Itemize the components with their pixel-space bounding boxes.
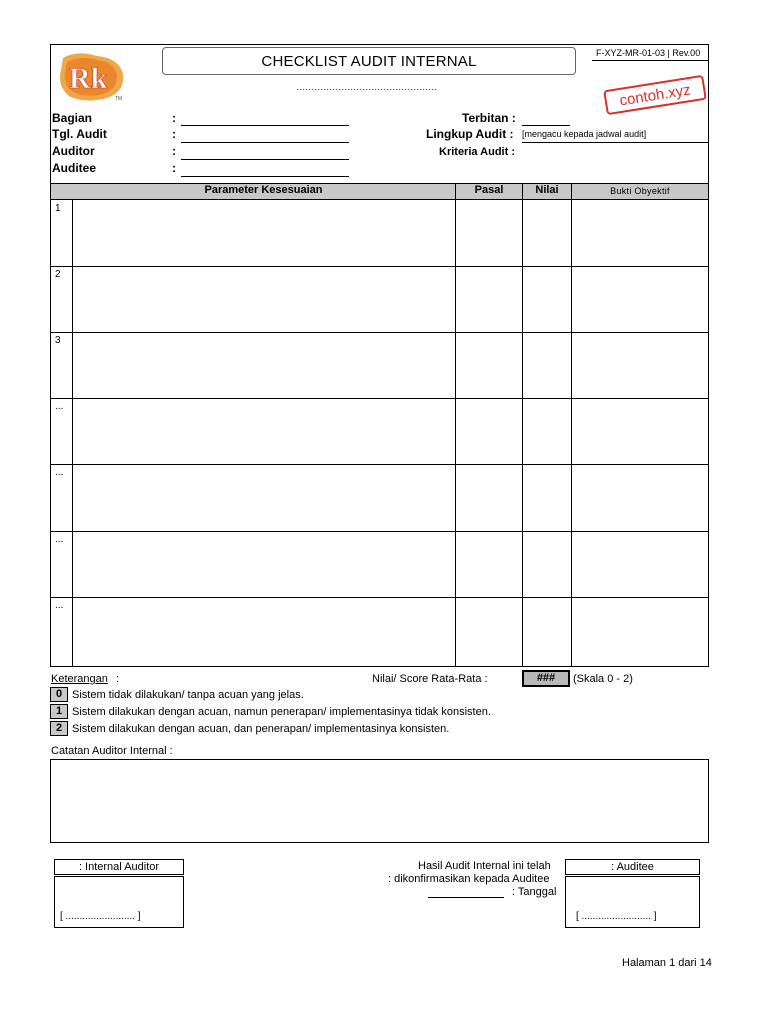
tanggal-field[interactable] [428,897,504,898]
internal-auditor-name: [ ......................... ] [60,911,141,922]
table-row-number: 3 [55,335,61,346]
row-divider [50,332,709,333]
document-title: CHECKLIST AUDIT INTERNAL [261,52,477,70]
company-logo [57,52,127,102]
score-label: Nilai/ Score Rata-Rata : [372,673,488,685]
label-auditor: Auditor [52,144,95,158]
label-auditee: Auditee [52,161,97,175]
colon-auditee: : [172,161,176,175]
auditor-field[interactable] [181,159,349,160]
notes-textarea[interactable] [50,759,709,843]
terbitan-field[interactable] [522,125,570,126]
legend-text: Sistem dilakukan dengan acuan, dan penerapan/ implementasinya konsisten. [72,723,450,735]
lingkup-audit-value: [mengacu kepada jadwal audit] [522,129,647,139]
table-row-number: ... [55,401,64,412]
tgl-audit-field[interactable] [181,142,349,143]
keterangan-label: Keterangan [51,673,108,685]
auditee-name: [ ......................... ] [576,911,657,922]
row-divider [50,266,709,267]
legend-key: 0 [50,687,68,702]
page-number: Halaman 1 dari 14 [622,957,712,969]
lingkup-audit-underline [522,142,709,143]
label-tgl-audit: Tgl. Audit [52,127,107,141]
table-row-number: ... [55,467,64,478]
auditee-field[interactable] [181,176,349,177]
auditee-header: : Auditee [565,859,700,875]
row-divider [50,597,709,598]
keterangan-colon: : [116,673,120,685]
confirm-text-line1: Hasil Audit Internal ini telah [418,860,551,872]
label-bagian: Bagian [52,111,93,125]
table-row-number: ... [55,534,64,545]
legend-text: Sistem tidak dilakukan/ tanpa acuan yang jelas. [72,689,304,701]
notes-label: Catatan Auditor Internal : [51,745,173,757]
score-scale: (Skala 0 - 2) [573,673,633,685]
col-divider-nilai [522,183,523,666]
legend-key: 1 [50,704,68,719]
row-divider [50,398,709,399]
column-header-pasal: Pasal [474,184,504,196]
confirm-text-line2: : dikonfirmasikan kepada Auditee [388,873,550,885]
row-divider [50,531,709,532]
internal-auditor-header: : Internal Auditor [54,859,184,875]
score-value: ### [522,670,570,687]
form-code-underline [592,60,709,61]
row-divider [50,464,709,465]
label-kriteria-audit: Kriteria Audit : [439,146,515,158]
subtitle-dots: ............................................... [296,82,438,92]
col-divider-bukti [571,183,572,666]
stamp-text: contoh.xyz [618,81,692,110]
col-divider-pasal [455,183,456,666]
column-header-parameter: Parameter Kesesuaian [204,184,323,196]
label-terbitan: Terbitan : [462,111,516,125]
colon-bagian: : [172,111,176,125]
tanggal-label: : Tanggal [512,886,557,898]
bagian-field[interactable] [181,125,349,126]
column-header-nilai: Nilai [535,184,559,196]
form-code: F-XYZ-MR-01-03 | Rev.00 [596,48,701,58]
table-row-number: 1 [55,203,61,214]
table-row-number: ... [55,600,64,611]
document-title-box [162,47,576,75]
legend-key: 2 [50,721,68,736]
table-row-number: 2 [55,269,61,280]
logo-trademark: TM [115,96,123,102]
colon-tgl-audit: : [172,127,176,141]
logo-text: Rk [69,62,108,95]
label-lingkup-audit: Lingkup Audit : [426,127,514,141]
colon-auditor: : [172,144,176,158]
column-header-bukti: Bukti Obyektif [610,186,670,196]
legend-text: Sistem dilakukan dengan acuan, namun penerapan/ implementasinya tidak konsisten. [72,706,491,718]
